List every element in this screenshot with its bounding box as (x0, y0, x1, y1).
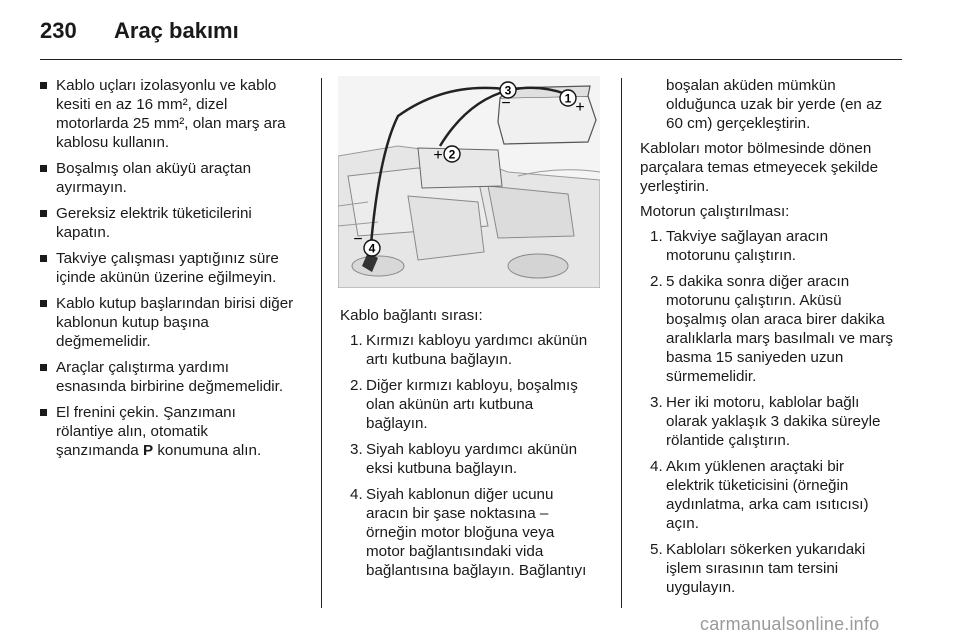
minus-sign-label: − (353, 231, 363, 248)
column-divider-right (621, 78, 622, 608)
text-line: içinde akünün üzerine eğilmeyin. (56, 269, 277, 286)
text-line: aralıklarla marş basılmalı ve marş (666, 330, 894, 347)
text-line: motor bağlantısındaki vida (366, 543, 544, 560)
column-divider-left (321, 78, 322, 608)
text-line: sürmemelidir. (666, 368, 757, 385)
text-line (56, 441, 310, 460)
bullet-square-icon (40, 409, 47, 416)
list-item (38, 204, 310, 242)
text-line: Kırmızı kabloyu yardımcı akünün (366, 332, 588, 349)
text-line: 5 dakika sonra diğer aracın (666, 273, 850, 290)
list-item (38, 294, 310, 351)
cable-order-heading: Kablo bağlantı sırası: (340, 307, 483, 324)
text-line: Kablo uçları izolasyonlu ve kablo (56, 77, 277, 94)
gear-position-p: P (142, 442, 154, 459)
text-line: artı kutbuna bağlayın. (366, 351, 513, 368)
list-item (340, 485, 606, 580)
text-line: Kabloları motor bölmesinde dönen (640, 140, 872, 157)
list-item (340, 440, 606, 478)
text-line: parçalara temas etmeyecek şekilde (640, 159, 879, 176)
text-line: Kabloları sökerken yukarıdaki (666, 541, 866, 558)
bullet-square-icon (40, 82, 47, 89)
text-line: Kablo kutup başlarından birisi diğer (56, 295, 294, 312)
list-item (38, 249, 310, 287)
engine-bay-drawing (338, 76, 600, 288)
callout-4-label: 4 (368, 241, 376, 256)
text-line: esnasında birbirine değmemelidir. (56, 378, 284, 395)
list-item (38, 403, 310, 460)
precaution-list (38, 76, 310, 460)
step-number: 2. (650, 273, 663, 290)
text-line: elektrik tüketicisini (örneğin (666, 477, 849, 494)
list-item (640, 457, 910, 533)
step-number: 3. (350, 441, 363, 458)
text-line: basma 15 saniyeden uzun (666, 349, 844, 366)
text-line: bağlantısına bağlayın. Bağlantıyı (366, 562, 587, 579)
text-line: rölantide çalıştırın. (666, 432, 791, 449)
text-fragment: konumuna alın. (153, 442, 262, 459)
list-item (340, 331, 606, 369)
text-line: Takviye sağlayan aracın (666, 228, 829, 245)
list-item (38, 159, 310, 197)
text-line: uygulayın. (666, 579, 736, 596)
text-fragment: şanzımanda (56, 442, 143, 459)
text-line: olan akünün artı kutbuna (366, 396, 534, 413)
text-line: motorlarda 25 mm², olan marş ara (56, 115, 286, 132)
callout-2-label: 2 (448, 147, 456, 162)
text-line: Takviye çalışması yaptığınız süre (56, 250, 279, 267)
text-line: örneğin motor bloğuna veya (366, 524, 555, 541)
text-line: değmemelidir. (56, 333, 151, 350)
page-title: Araç bakımı (114, 18, 239, 43)
callout-3-label: 3 (504, 83, 512, 98)
list-item (640, 227, 910, 265)
page-header (40, 14, 902, 54)
list-item (640, 540, 910, 597)
bullet-square-icon (40, 364, 47, 371)
step-number: 1. (650, 228, 663, 245)
text-line: 60 cm) gerçekleştirin. (666, 115, 811, 132)
text-line: olduğunca uzak bir yerde (en az (666, 96, 883, 113)
callout-1-label: 1 (564, 91, 572, 106)
page-number: 230 (40, 18, 77, 43)
step-number: 1. (350, 332, 363, 349)
left-column (38, 76, 310, 467)
text-line: Her iki motoru, kablolar bağlı (666, 394, 860, 411)
step-number: 4. (350, 486, 363, 503)
list-item (38, 76, 310, 152)
bullet-square-icon (40, 255, 47, 262)
engine-start-heading: Motorun çalıştırılması: (640, 203, 790, 220)
cable-connection-steps (340, 331, 606, 580)
right-column (640, 76, 910, 604)
text-line: rölantiye alın, otomatik (56, 423, 208, 440)
text-line: bağlayın. (366, 415, 428, 432)
text-line: Boşalmış olan aküyü araçtan (56, 160, 252, 177)
step-number: 5. (650, 541, 663, 558)
step-number: 2. (350, 377, 363, 394)
text-line: boşalmış olan araca birer dakika (666, 311, 885, 328)
text-line: Araçlar çalıştırma yardımı (56, 359, 230, 376)
text-line: aracın bir şase noktasına – (366, 505, 549, 522)
text-line: boşalan aküden mümkün (666, 77, 836, 94)
text-line: kablosu kullanın. (56, 134, 170, 151)
cable-routing-note (640, 139, 910, 196)
text-line: Siyah kablonun diğer ucunu (366, 486, 554, 503)
text-line: kapatın. (56, 224, 111, 241)
text-line: kablonun kutup başına (56, 314, 209, 331)
text-line: ayırmayın. (56, 179, 127, 196)
bullet-square-icon (40, 210, 47, 217)
text-line: Akım yüklenen araçtaki bir (666, 458, 845, 475)
list-item (640, 272, 910, 386)
step-number: 4. (650, 458, 663, 475)
engine-start-steps (640, 227, 910, 597)
text-line: Diğer kırmızı kabloyu, boşalmış (366, 377, 578, 394)
list-item (640, 393, 910, 450)
text-line: olarak yaklaşık 3 dakika süreyle (666, 413, 881, 430)
site-watermark: carmanualsonline.info (700, 614, 880, 634)
text-line: açın. (666, 515, 699, 532)
text-line: eksi kutbuna bağlayın. (366, 460, 518, 477)
list-item (38, 358, 310, 396)
text-line: kesiti en az 16 mm², dizel (56, 96, 228, 113)
text-line: motorunu çalıştırın. (666, 247, 796, 264)
header-divider (40, 59, 902, 60)
bullet-square-icon (40, 165, 47, 172)
text-line: işlem sırasının tam tersini (666, 560, 839, 577)
step-number: 3. (650, 394, 663, 411)
list-item (340, 376, 606, 433)
text-line: motorunu çalıştırın. Aküsü (666, 292, 842, 309)
text-line: Siyah kabloyu yardımcı akünün (366, 441, 578, 458)
plus-sign-label: + (433, 147, 443, 164)
plus-sign-label: + (575, 99, 585, 116)
bullet-square-icon (40, 300, 47, 307)
text-line: Gereksiz elektrik tüketicilerini (56, 205, 252, 222)
text-line: aydınlatma, arka cam ısıtıcısı) (666, 496, 869, 513)
text-line: El frenini çekin. Şanzımanı (56, 404, 236, 421)
middle-column (340, 306, 606, 587)
text-line: yerleştirin. (640, 178, 710, 195)
step-continuation (640, 76, 910, 133)
minus-sign-label: − (501, 95, 511, 112)
jump-start-illustration (338, 76, 600, 288)
